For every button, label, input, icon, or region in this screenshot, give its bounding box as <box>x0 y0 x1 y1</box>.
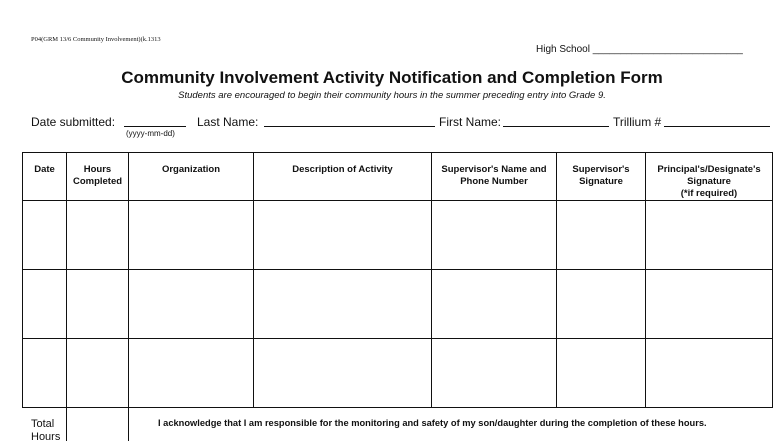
column-header-description: Description of Activity <box>254 153 432 201</box>
activity-table <box>22 152 773 408</box>
supervisor-signature-cell[interactable] <box>557 201 646 270</box>
table-row <box>23 339 773 408</box>
description-cell[interactable] <box>254 201 432 270</box>
supervisor-name-cell[interactable] <box>432 339 557 408</box>
date-cell[interactable] <box>23 270 67 339</box>
first-name-input[interactable] <box>503 114 609 127</box>
date-submitted-input[interactable] <box>124 114 186 127</box>
table-row <box>23 201 773 270</box>
hours-cell[interactable] <box>67 339 129 408</box>
total-hours-label: Total Hours <box>31 418 61 443</box>
column-header-principal-signature <box>646 153 773 201</box>
principal-signature-cell[interactable] <box>646 339 773 408</box>
supervisor-signature-cell[interactable] <box>557 339 646 408</box>
date-submitted-label: Date submitted: <box>31 115 116 129</box>
principal-signature-cell[interactable] <box>646 201 773 270</box>
high-school-field[interactable]: High School ___________________________ <box>536 44 743 55</box>
trillium-input[interactable] <box>664 114 770 127</box>
date-cell[interactable] <box>23 201 67 270</box>
column-header-date: Date <box>23 153 67 201</box>
column-header-supervisor-name: Supervisor's Name and Phone Number <box>432 153 557 201</box>
supervisor-signature-cell[interactable] <box>557 270 646 339</box>
hours-cell[interactable] <box>67 201 129 270</box>
column-header-supervisor-signature: Supervisor's Signature <box>557 153 646 201</box>
hours-cell[interactable] <box>67 270 129 339</box>
principal-signature-cell[interactable] <box>646 270 773 339</box>
date-format-hint: (yyyy-mm-dd) <box>126 129 175 138</box>
description-cell[interactable] <box>254 270 432 339</box>
form-subtitle: Students are encouraged to begin their community hours in the summer preceding entry into Grade 9. <box>178 90 606 101</box>
document-code: P04(GRM 13/6 Community Involvement)(k.1313 <box>31 36 161 43</box>
last-name-label: Last Name: <box>197 115 259 129</box>
acknowledgement-text: I acknowledge that I am responsible for the monitoring and safety of my son/daughter during the completion of these hours. <box>158 418 707 428</box>
supervisor-name-cell[interactable] <box>432 270 557 339</box>
supervisor-name-cell[interactable] <box>432 201 557 270</box>
total-hours-input-divider[interactable] <box>128 405 129 441</box>
last-name-input[interactable] <box>264 114 435 127</box>
organization-cell[interactable] <box>129 270 254 339</box>
organization-cell[interactable] <box>129 201 254 270</box>
column-header-organization: Organization <box>129 153 254 201</box>
first-name-label: First Name: <box>439 115 502 129</box>
date-cell[interactable] <box>23 339 67 408</box>
column-header-hours: Hours Completed <box>67 153 129 201</box>
principal-header-label: Principal's/Designate's Signature <box>657 164 761 187</box>
organization-cell[interactable] <box>129 339 254 408</box>
principal-header-note: (*if required) <box>680 188 738 199</box>
trillium-label: Trillium # <box>613 115 662 129</box>
description-cell[interactable] <box>254 339 432 408</box>
table-row <box>23 270 773 339</box>
page-title: Community Involvement Activity Notification and Completion Form <box>121 68 663 87</box>
